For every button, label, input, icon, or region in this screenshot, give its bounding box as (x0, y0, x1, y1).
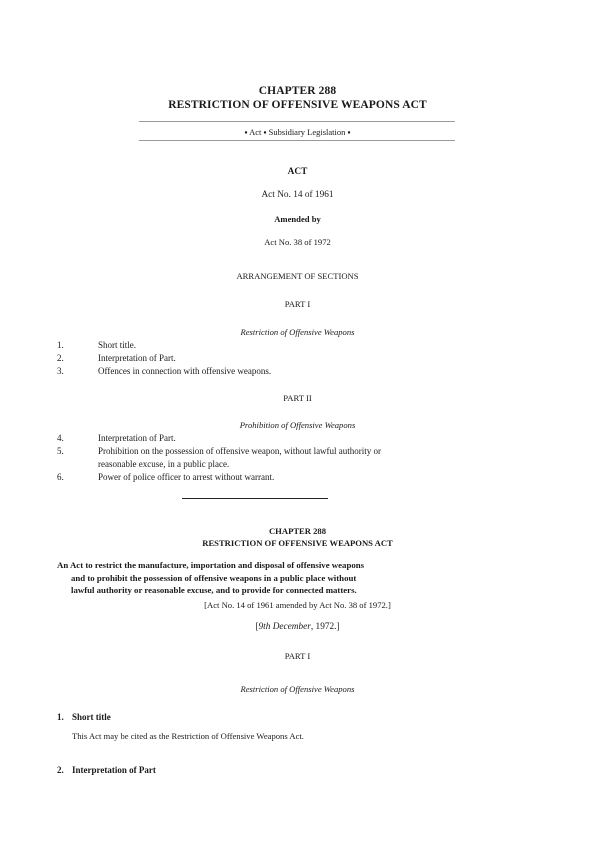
nav-link-act[interactable]: Act (249, 127, 262, 137)
toc-section-number: 2. (57, 353, 64, 363)
commencement-date (0, 622, 595, 632)
long-title-line: and to prohibit the possession of offensive weapons in a public place without (71, 572, 357, 583)
amended-by-label: Amended by (274, 214, 321, 224)
section-1-text: This Act may be cited as the Restriction of Offensive Weapons Act. (72, 731, 304, 741)
body-chapter-number: CHAPTER 288 (268, 526, 327, 536)
bullet-icon: ▪ (263, 127, 267, 137)
toc-section-title[interactable]: Interpretation of Part. (98, 353, 176, 363)
toc-section-title[interactable]: Prohibition on the possession of offensive weapon, without lawful authority or (98, 446, 382, 456)
toc-part-subtitle: Restriction of Offensive Weapons (240, 327, 355, 337)
section-heading: Interpretation of Part (72, 765, 156, 775)
bracket-open: [ (255, 622, 259, 632)
commencement-year: , 1972. (310, 622, 337, 632)
chapter-number: CHAPTER 288 (258, 85, 337, 97)
section-number: 1. (57, 712, 64, 722)
toc-section-number: 6. (57, 472, 64, 482)
amending-act: Act No. 38 of 1972 (264, 237, 331, 247)
section-divider (182, 498, 328, 499)
body-act-title: RESTRICTION OF OFFENSIVE WEAPONS ACT (202, 538, 393, 548)
toc-section-title[interactable]: Offences in connection with offensive weapons. (98, 366, 272, 376)
nav-rule-top (139, 121, 455, 122)
nav-link-subsidiary-legislation[interactable]: Subsidiary Legislation (268, 127, 346, 137)
toc-section-number: 5. (57, 446, 64, 456)
act-heading: ACT (287, 167, 308, 177)
act-number: Act No. 14 of 1961 (261, 190, 334, 200)
toc-section-title[interactable]: Power of police officer to arrest without warrant. (98, 472, 275, 482)
enactment-citation: [Act No. 14 of 1961 amended by Act No. 38 of 1972.] (204, 600, 391, 610)
long-title-line: An Act to restrict the manufacture, importation and disposal of offensive weapons (57, 560, 365, 570)
toc-section-number: 4. (57, 433, 64, 443)
bracket-close: ] (336, 622, 340, 632)
section-heading: Short title (72, 712, 111, 722)
toc-part-label: PART I (284, 299, 311, 309)
toc-section-number: 1. (57, 340, 64, 350)
toc-part-label: PART II (283, 393, 312, 403)
section-number: 2. (57, 765, 64, 775)
toc-section-title[interactable]: Short title. (98, 340, 136, 350)
nav-rule-bottom (139, 140, 455, 141)
body-part-subtitle: Restriction of Offensive Weapons (240, 684, 355, 694)
bullet-icon: ▪ (347, 127, 351, 137)
toc-section-title[interactable]: Interpretation of Part. (98, 433, 176, 443)
toc-section-title-continued[interactable]: reasonable excuse, in a public place. (98, 459, 230, 469)
long-title-line: lawful authority or reasonable excuse, and to provide for connected matters. (71, 585, 357, 595)
long-title (57, 559, 455, 597)
toc-part-subtitle: Prohibition of Offensive Weapons (239, 420, 356, 430)
body-part-label: PART I (284, 651, 311, 661)
nav-bar (0, 127, 595, 137)
toc-section-number: 3. (57, 366, 64, 376)
commencement-day: 9th December (258, 622, 311, 632)
act-title: RESTRICTION OF OFFENSIVE WEAPONS ACT (168, 99, 427, 111)
bullet-icon: ▪ (244, 127, 248, 137)
arrangement-heading: ARRANGEMENT OF SECTIONS (236, 271, 359, 281)
